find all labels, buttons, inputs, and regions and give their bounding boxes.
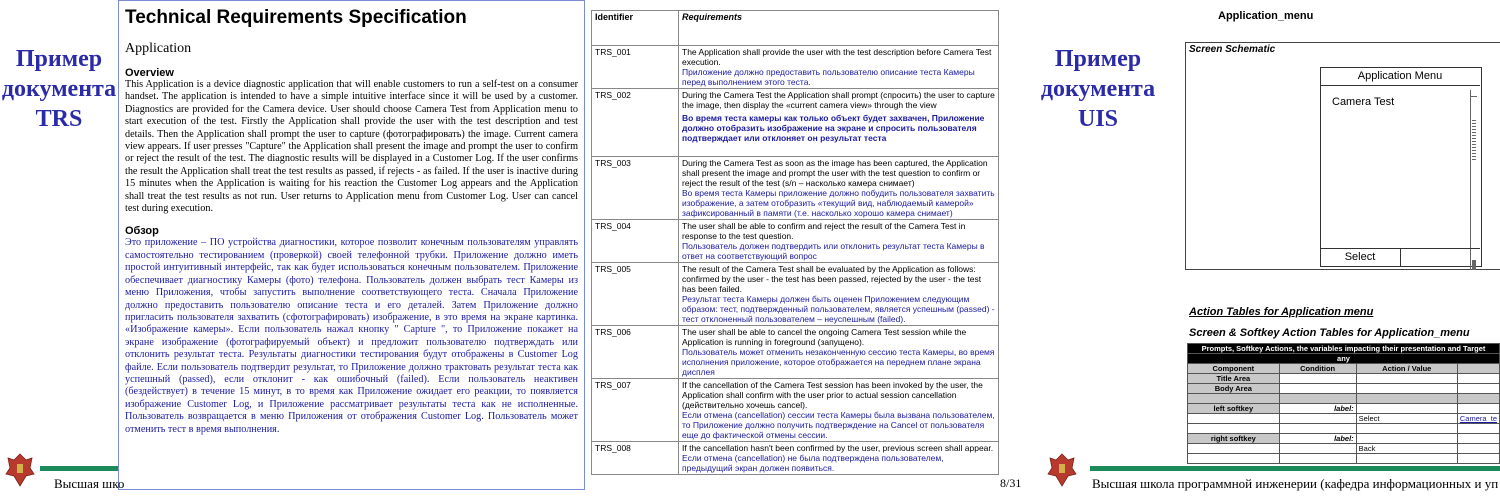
table-row: TRS_006 The user shall be able to cancel the ongoing Camera Test session while the Application is running in foreground (запущено). Пользователь может отменить незаконченную сессию теста Камеры, во время исполнения приложение, которое отображается на переднем плане экрана дисплея xyxy=(592,326,999,379)
table-row: TRS_001 The Application shall provide the user with the test description before Camera Test execution. Приложение должно предоставить пользователю описание теста Камеры перед выполнением этого теста. xyxy=(592,46,999,89)
right-footer-text: Высшая школа программной инженерии (кафедра информационных и уп xyxy=(1092,476,1499,491)
table-row xyxy=(1188,394,1500,404)
table-row: TRS_008 If the cancellation hasn't been confirmed by the user, previous screen shall appear. Если отмена (cancellation) не была подтверждена пользователем, предыдущий экран должен появиться. xyxy=(592,442,999,475)
phone-title: Application Menu xyxy=(1320,67,1480,86)
phone-softkey-bar xyxy=(1320,248,1480,266)
phone-scrollbar[interactable] xyxy=(1470,90,1477,270)
table-row: Back xyxy=(1188,444,1500,454)
obzor-text: Это приложение – ПО устройства диагностики, которое позволит конечным пользователям управлять самостоятельно тестированием (проверкой) своей телефонной трубки. Приложение должно иметь простой интуитивный интерфейс, так как будет использоваться конечным пользователем. Приложение обеспечивает диагностику Камеры (фото) телефона. Пользователь должен выбрать тест Камеры из меню Приложения, чтобы запустить выполнение соответствующего теста. Сначала Приложение должно предоставить пользователю описание теста и его деталей. Затем Приложение должно пригласить пользователя захватить (сфотографировать) изображение, в это время на экране картинка. «Изображение камеры». Если пользователь нажал кнопку " Capture ", то Приложение покажет на экране изображение (фотографируемый объект) и предложит пользователю подтверждать или отклонить результат теста. Результаты диагностики тестирования будут отображены в Customer Log файле. Если пользователь подтвердит результат, то Приложение должно трактовать результат теста как успешный (passed), если отклонит - как ошибочный (failed). Если пользователь неактивен (бездействует) в течение 15 минут, в то время как Приложение ожидает его реакции, то появляется изображение Customer Log, и Приложение рассматривает результаты теста как не исполненные. Пользователь возвращается в меню Приложения от отображения Customer Log. Пользователь может отменить тест в время выполнения. xyxy=(125,237,578,435)
left-footer-bar xyxy=(40,466,118,471)
table-row: Select Camera_te xyxy=(1188,414,1500,424)
page-number: 8/31 xyxy=(1000,476,1022,490)
table-row: left softkey label: xyxy=(1188,404,1500,414)
action-tables-heading: Action Tables for Application menu xyxy=(1189,306,1374,318)
menu-item-camera-test[interactable]: Camera Test xyxy=(1332,96,1395,108)
overview-text: This Application is a device diagnostic application that will enable customers to run a self-test on a consumer handset. The application is intended to have a simple intuitive interface since it will be used by a customer. Diagnostics are provided for the Camera device. User should choose Camera Test from Application menu to start execution of the test. Firstly the Application shall provide the user with the test description and test details. Then the Application shall prompt the user to capture (фотографировать) the image. Current camera view appears. If user presses "Capture" the Application shall present the image and prompt the user to confirm or reject the result of the test. The diagnostic results will be displayed in a Customer Log. If the user confirms the result the Application shall treat the test results as passed, if rejects - as failed. If the user is inactive during 15 minutes when the Application is waiting for his reaction the Customer Log appears and the Application shall treat the test results as not run. User returns to Application menu from Customer Log. User can cancel test during execution. xyxy=(125,79,578,215)
col-requirements: Requirements xyxy=(679,11,999,46)
table-row: TRS_004 The user shall be able to confirm and reject the result of the Camera Test in response to the test question. Пользователь должен подтвердить или отклонить результат теста Камеры в ответ на соответствующий вопрос xyxy=(592,220,999,263)
table-row: TRS_003 During the Camera Test as soon as the image has been captured, the Application shall present the image and prompt the user with the test question to confirm or reject the result of the test (s/n – насколько камера снимает) Во время теста Камеры приложение должно побудить пользователя захватить изображение, а затем отобразить «текущий вид, наблюдаемый камерой» зафиксированный в памяти (т.е. насколько хорошо камера снимает) xyxy=(592,157,999,220)
right-slide-title: Пример документа UIS xyxy=(1040,46,1156,132)
trs-section: Application xyxy=(125,41,192,56)
trs-document xyxy=(118,0,585,490)
screen-softkey-heading: Screen & Softkey Action Tables for Application_menu xyxy=(1189,327,1470,339)
requirements-table xyxy=(591,10,999,475)
emblem-icon xyxy=(1046,450,1078,490)
action-table: Prompts, Softkey Actions, the variables impacting their presentation and Target any Component Condition Action / Value Title Area Body Area left softkey label: Select Camera_te right softkey label: Back xyxy=(1187,343,1500,464)
table-row: TRS_002 During the Camera Test the Application shall prompt (спросить) the user to capture the image, then display the «current camera view» through the view Во время теста камеры как только объект будет захвачен, Приложение должно отобразить изображение на экране и спросить пользователя подтверждает или отклоняет он результат теста xyxy=(592,89,999,157)
softkey-select[interactable]: Select xyxy=(1320,249,1401,266)
left-footer-text: Высшая шко xyxy=(54,476,125,491)
emblem-icon xyxy=(4,450,36,490)
app-menu-heading: Application_menu xyxy=(1218,10,1314,22)
table-row xyxy=(1188,424,1500,434)
table-row xyxy=(1188,454,1500,464)
table-row: Body Area xyxy=(1188,384,1500,394)
overview-label: Overview xyxy=(125,67,174,79)
screen-schematic-label: Screen Schematic xyxy=(1189,44,1276,55)
table-row: right softkey label: xyxy=(1188,434,1500,444)
col-identifier: Identifier xyxy=(592,11,679,46)
table-row: TRS_005 The result of the Camera Test shall be evaluated by the Application as follows: confirmed by the user - the test has been passed, rejected by the user - the test has been failed. Результат теста Камеры должен быть оценен Приложением следующим образом: тест, подтвержденный пользователем, является успешным (passed) - тест отклоненный пользователем – неуспешным (failed). xyxy=(592,263,999,326)
table-row: Title Area xyxy=(1188,374,1500,384)
right-footer-bar xyxy=(1090,466,1500,471)
table-row: TRS_007 If the cancellation of the Camera Test session has been invoked by the user, the Application shall confirm with the user prior to actual session cancellation (действительно хочешь cancel). Если отмена (cancellation) сессии теста Камеры была вызвана пользователем, то Приложение должно получить подтверждение на Cancel от пользователя еще до фактической отмены сессии. xyxy=(592,379,999,442)
obzor-label: Обзор xyxy=(125,225,159,238)
left-slide-title: Пример документа TRS xyxy=(1,46,117,132)
trs-heading: Technical Requirements Specification xyxy=(125,7,467,28)
